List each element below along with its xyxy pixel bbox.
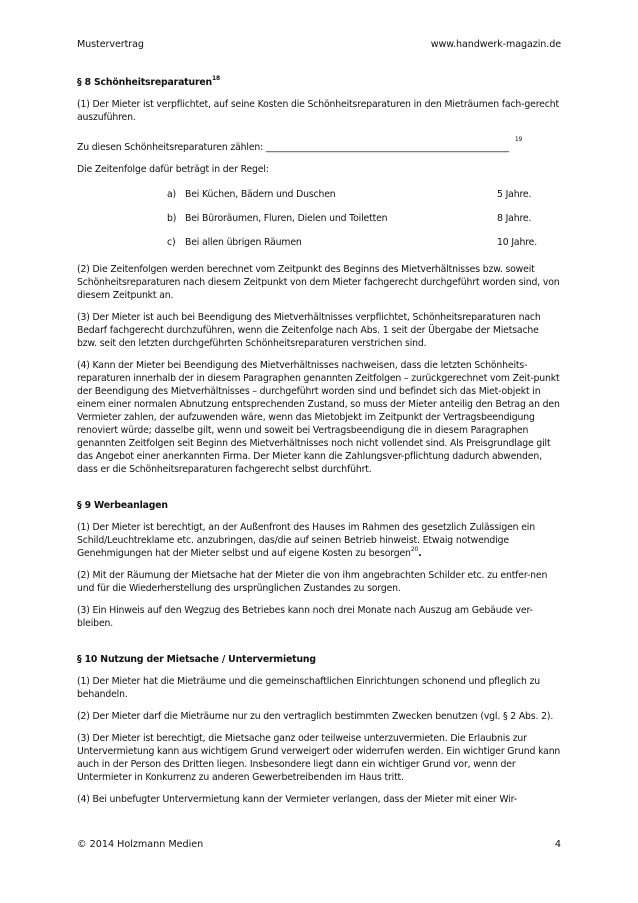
paragraph-text: (1) Der Mieter ist berechtigt, an der Außenfront des Hauses im Rahmen des gesetzlich Zulässigen ein Schild/Leuchtreklame etc. anzubringen, das/die auf seinen Betrieb hinweist. Etwaig notwendige Genehmigungen hat der Mieter selbst und auf eigene Kosten zu besorgen <box>77 522 535 559</box>
list-item <box>77 212 561 236</box>
footnote-ref-19: 19 <box>514 136 523 143</box>
section-heading-8-text: § 8 Schönheitsreparaturen <box>77 77 213 88</box>
header-website: www.handwerk-magazin.de <box>430 39 561 50</box>
list-item-letter: a) <box>167 189 177 200</box>
interval-list <box>77 188 561 254</box>
list-item-letter: c) <box>167 237 176 248</box>
paragraph: (3) Der Mieter ist auch bei Beendigung des Mietverhältnisses verpflichtet, Schönheitsreparaturen nach Bedarf fachgerecht durchzuführen, wenn die Zeitenfolge nach Abs. 1 seit der Übergabe der Mietsache bzw. seit den letzten durchgeführten Schönheitsreparaturen verstrichen sind. <box>77 312 541 349</box>
section-heading-9: § 9 Werbeanlagen <box>77 500 168 511</box>
list-item-text: Bei allen übrigen Räumen <box>185 237 302 248</box>
list-item-text: Bei Küchen, Bädern und Duschen <box>185 189 336 200</box>
paragraph: (3) Ein Hinweis auf den Wegzug des Betriebes kann noch drei Monate nach Auszug am Gebäude ver-bleiben. <box>77 605 533 629</box>
footnote-ref-20: 20 <box>410 546 419 553</box>
document-body <box>77 76 561 806</box>
paragraph: (2) Mit der Räumung der Mietsache hat der Mieter die von ihm angebrachten Schilder etc. zu entfer-nen und für die Wiederherstellung des ursprünglichen Zustandes zu sorgen. <box>77 570 548 594</box>
list-item <box>77 188 561 212</box>
paragraph: (2) Der Mieter darf die Mieträume nur zu den vertraglich bestimmten Zwecken benutzen (vgl. § 2 Abs. 2). <box>77 711 554 722</box>
list-item-duration: 8 Jahre. <box>497 213 532 224</box>
list-item-duration: 10 Jahre. <box>497 237 538 248</box>
paragraph: (3) Der Mieter ist berechtigt, die Mietsache ganz oder teilweise unterzuvermieten. Die Erlaubnis zur Untervermietung kann aus wichtigem Grund verweigert oder widerrufen werden. Ein wichtiger Grund kann auch in der Person des Dritten liegen. Insbesondere liegt dann ein wichtiger Grund vor, wenn der Untermieter in Konkurrenz zu anderen Gewerbetreibenden im Haus tritt. <box>77 733 561 783</box>
paragraph-end-punctuation: . <box>418 548 422 559</box>
page-number: 4 <box>554 839 561 850</box>
list-item-letter: b) <box>167 213 177 224</box>
fill-line-text: Zu diesen Schönheitsreparaturen zählen: ______________________________________________________ <box>77 142 509 153</box>
paragraph: (2) Die Zeitenfolgen werden berechnet vom Zeitpunkt des Beginns des Mietverhältnisses bzw. soweit Schönheitsreparaturen nach diesem Zeitpunkt von dem Mieter fachgerecht durchgeführt worden sind, von diesem Zeitpunkt an. <box>77 264 560 301</box>
section-spacer <box>77 639 561 653</box>
list-item <box>77 236 561 254</box>
paragraph: Die Zeitenfolge dafür beträgt in der Regel: <box>77 164 269 175</box>
footnote-ref-18: 18 <box>212 75 221 82</box>
paragraph: (1) Der Mieter ist verpflichtet, auf seine Kosten die Schönheitsreparaturen in den Mieträumen fach-gerecht auszuführen. <box>77 99 559 123</box>
footer-copyright: © 2014 Holzmann Medien <box>77 839 204 850</box>
paragraph-fill-line <box>77 133 561 154</box>
section-spacer <box>77 485 561 499</box>
list-item-duration: 5 Jahre. <box>497 189 532 200</box>
paragraph: (4) Bei unbefugter Untervermietung kann der Vermieter verlangen, dass der Mieter mit einer Wir- <box>77 794 517 805</box>
paragraph: (4) Kann der Mieter bei Beendigung des Mietverhältnisses nachweisen, dass die letzten Schönheits-reparaturen innerhalb der in diesem Paragraphen genannten Zeitfolgen – zurückgerechnet vom Zeit-punkt der Beendigung des Mietverhältnisses – durchgeführt worden sind und befindet sich das Miet-objekt in einem einer normalen Abnutzung entsprechenden Zustand, so muss der Mieter anteilig den Betrag an den Vermieter zahlen, der aufzuwenden wäre, wenn das Mietobjekt im Zeitpunkt der Vertragsbeendigung renoviert würde; dasselbe gilt, wenn und soweit bei Vertragsbeendigung die in diesem Paragraphen genannten Zeitfolgen seit Beginn des Mietverhältnisses noch nicht vollendet sind. Als Preisgrundlage gilt das Angebot einer anerkannten Firma. Der Mieter kann die Zahlungsver-pflichtung dadurch abwenden, dass er die Schönheitsreparaturen fachgerecht selbst durchführt. <box>77 360 560 475</box>
section-heading-10: § 10 Nutzung der Mietsache / Untervermietung <box>77 654 316 665</box>
paragraph: (1) Der Mieter hat die Mieträume und die gemeinschaftlichen Einrichtungen schonend und pfleglich zu behandeln. <box>77 676 541 700</box>
paragraph <box>77 521 561 560</box>
list-item-text: Bei Büroräumen, Fluren, Dielen und Toiletten <box>185 213 388 224</box>
header-title: Mustervertrag <box>77 39 144 50</box>
section-heading-8 <box>77 76 561 89</box>
